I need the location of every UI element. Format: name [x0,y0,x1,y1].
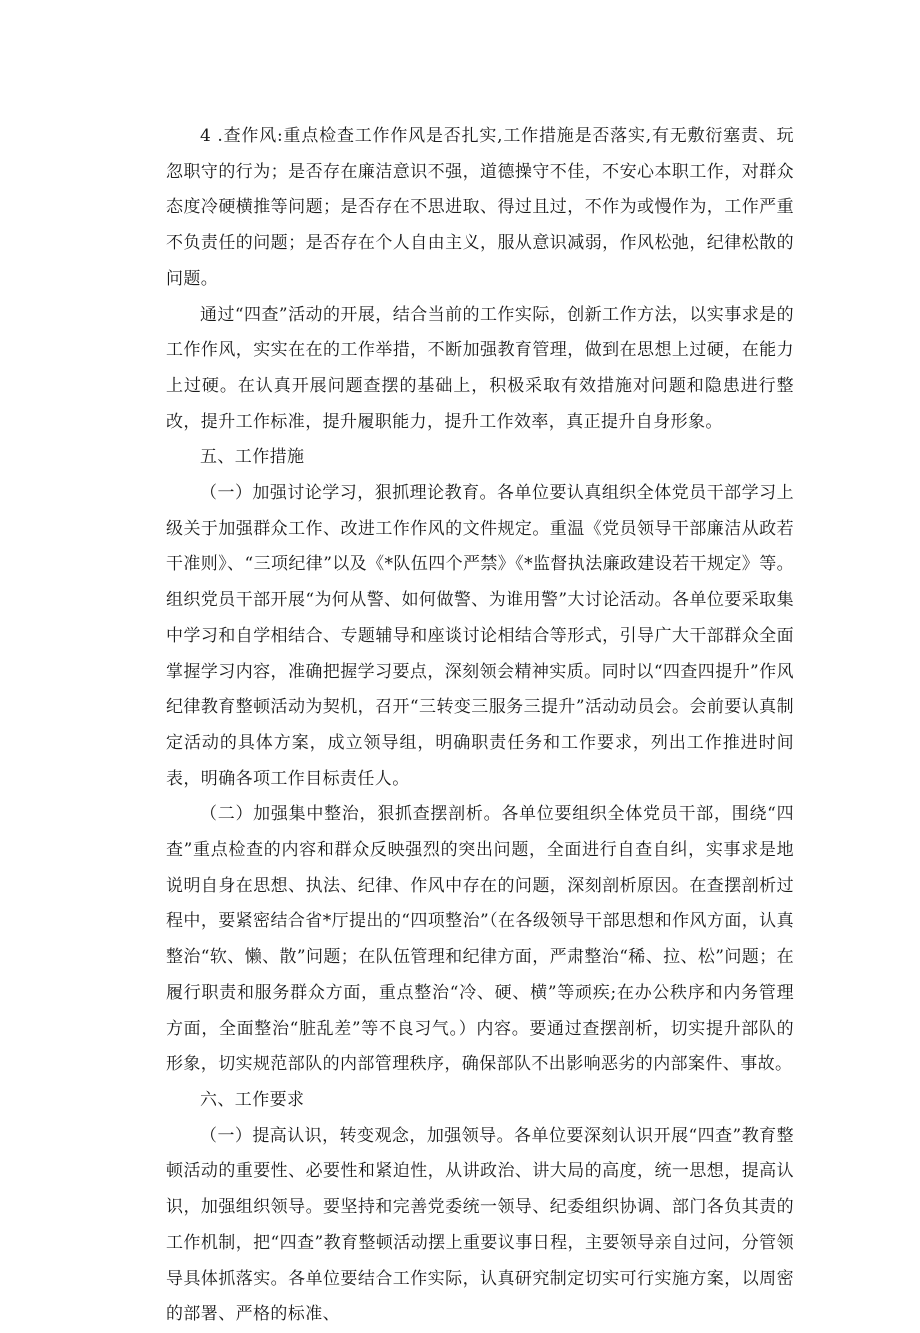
paragraph-raise-awareness: （一）提高认识，转变观念，加强领导。各单位要深刻认识开展“四查”教育整顿活动的重要性、必要性和紧迫性，从讲政治、讲大局的高度，统一思想，提高认识，加强组织领导。要坚持和完善党委统一领导、纪委组织协调、部门各负其责的工作机制，把“四查”教育整顿活动摆上重要议事日程，主要领导亲自过问，分管领导具体抓落实。各单位要结合工作实际，认真研究制定切实可行实施方案，以周密的部署、严格的标准、 [166,1125,794,1325]
paragraph-study-and-theory: （一）加强讨论学习，狠抓理论教育。各单位要认真组织全体党员干部学习上级关于加强群众工作、改进工作作风的文件规定。重温《党员领导干部廉洁从政若干准则》、“三项纪律”以及《*队伍四个严禁》《*监督执法廉政建设若干规定》等。组织党员干部开展“为何从警、如何做警、为谁用警”大讨论活动。各单位要采取集中学习和自学相结合、专题辅导和座谈讨论相结合等形式，引导广大干部群众全面掌握学习内容，准确把握学习要点，深刻领会精神实质。同时以“四查四提升”作风纪律教育整顿活动为契机，召开“三转变三服务三提升”活动动员会。会前要认真制定活动的具体方案，成立领导组，明确职责任务和工作要求，列出工作推进时间表，明确各项工作目标责任人。 [166,483,794,789]
document-body [166,119,794,1333]
paragraph-rectification-analysis: （二）加强集中整治，狠抓查摆剖析。各单位要组织全体党员干部，围绕“四查”重点检查的内容和群众反映强烈的突出问题，全面进行自查自纠，实事求是地说明自身在思想、执法、纪律、作风中存在的问题，深刻剖析原因。在查摆剖析过程中，要紧密结合省*厅提出的“四项整治”（在各级领导干部思想和作风方面，认真整治“软、懒、散”问题；在队伍管理和纪律方面，严肃整治“稀、拉、松”问题；在履行职责和服务群众方面，重点整治“冷、硬、横”等顽疾;在办公秩序和内务管理方面，全面整治“脏乱差”等不良习气。）内容。要通过查摆剖析，切实提升部队的形象，切实规范部队的内部管理秩序，确保部队不出影响恶劣的内部案件、事故。 [166,804,794,1075]
paragraph-check-work-style: 4 .查作风:重点检查工作作风是否扎实,工作措施是否落实,有无敷衍塞责、玩忽职守的行为；是否存在廉洁意识不强，道德操守不佳，不安心本职工作，对群众态度冷硬横推等问题；是否存在不思进取、得过且过，不作为或慢作为，工作严重不负责任的问题；是否存在个人自由主义，服从意识减弱，作风松弛，纪律松散的问题。 [166,126,794,289]
paragraph-four-checks-summary: 通过“四查”活动的开展，结合当前的工作实际，创新工作方法，以实事求是的工作作风，实实在在的工作举措，不断加强教育管理，做到在思想上过硬，在能力上过硬。在认真开展问题查摆的基础上，积极采取有效措施对问题和隐患进行整改，提升工作标准，提升履职能力，提升工作效率，真正提升自身形象。 [166,304,794,432]
section-heading-work-measures: 五、工作措施 [200,447,305,468]
section-heading-work-requirements: 六、工作要求 [200,1089,305,1110]
